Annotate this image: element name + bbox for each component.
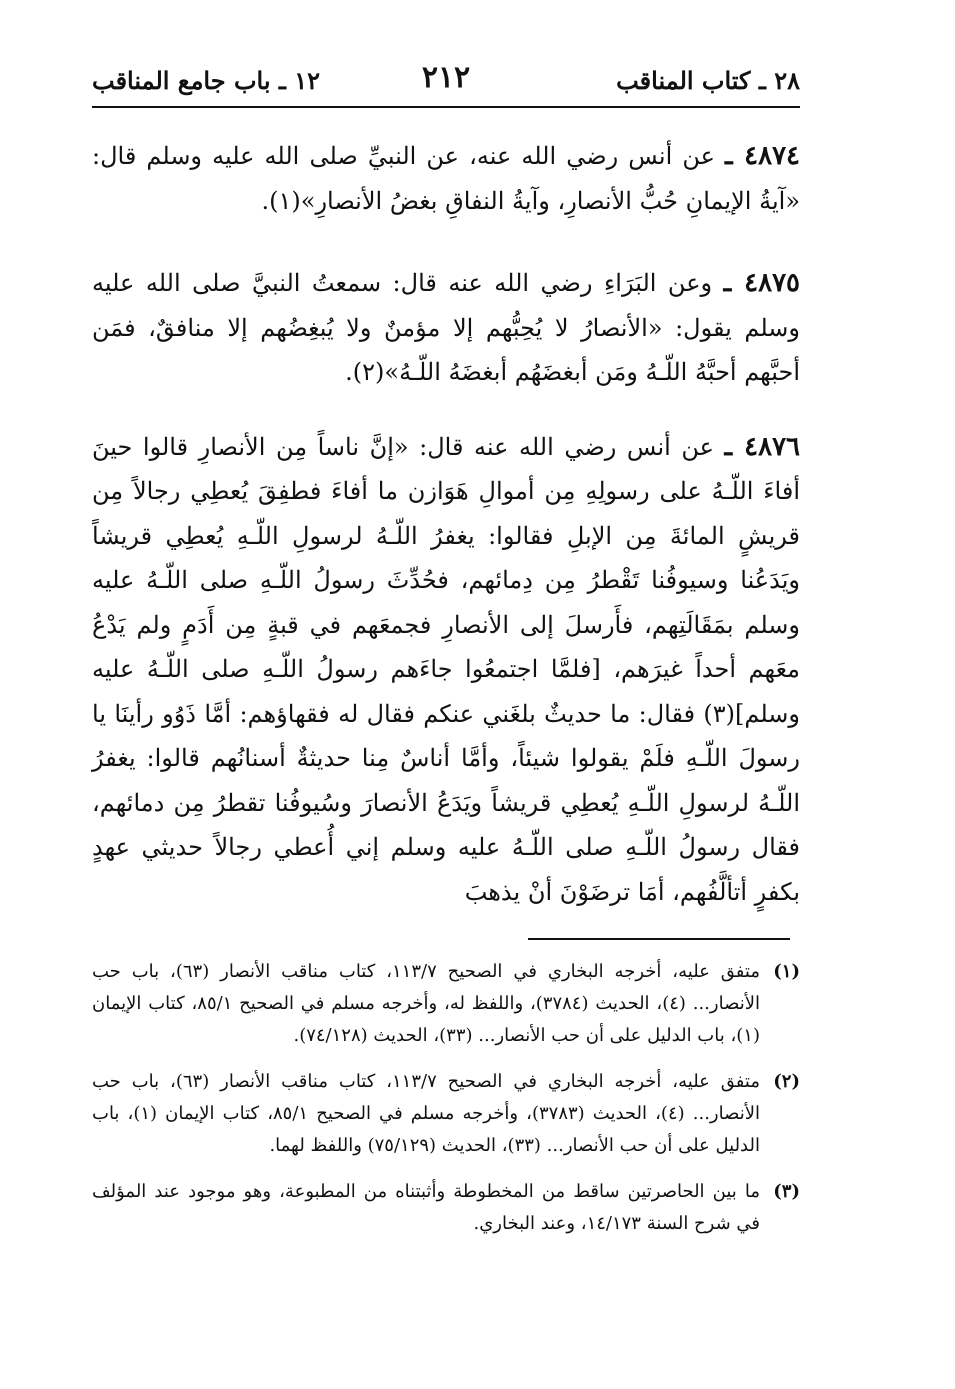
main-text [92,134,800,952]
chapter-title: ٢٨ ـ كتاب المناقب [616,66,800,95]
footnote-1 [92,956,800,1052]
footnote-marker: (٢) [773,1071,800,1092]
hadith-4874 [92,134,800,223]
header-divider [92,106,800,108]
footnote-2 [92,1066,800,1162]
hadith-4876 [92,425,800,915]
hadith-text: وعن البَرَاءِ رضي الله عنه قال: سمعتُ النبيَّ صلى الله عليه وسلم يقول: «الأنصارُ لا يُحِبُّهم إلا مؤمنٌ ولا يُبغِضُهم إلا منافقٌ، فمَن أحبَّهم أحبَّهُ اللّـهُ ومَن أبغضَهُم أبغضَهُ اللّـهُ»(٢). [92,269,800,386]
footnotes [92,956,800,1254]
footnote-3 [92,1176,800,1240]
page-number: ٢١٢ [421,60,471,95]
footnote-marker: (٣) [773,1181,800,1202]
hadith-text: عن أنس رضي الله عنه قال: «إنَّ ناساً مِن الأنصارِ قالوا حينَ أفاءَ اللّـهُ على رسولِهِ مِن أموالِ هَوَازن ما أفاءَ فطفِقَ يُعطِي رجالاً مِن قريشٍ المائةَ مِن الإبلِ فقالوا: يغفرُ اللّـهُ لرسولِ اللّـهِ يُعطِي قريشاً ويَدَعُنا وسيوفُنا تَقْطرُ مِن دِمائهم، فحُدِّثَ رسولُ اللّـهِ صلى اللّـهُ عليه وسلم بمَقَالَتِهم، فأَرسلَ إلى الأنصارِ فجمعَهم في قبةٍ مِن أَدَمٍ ولم يَدْعُ معَهم أحداً غيرَهم، [فلمَّا اجتمعُوا جاءَهم رسولُ اللّـهِ صلى اللّـهُ عليه وسلم](٣) فقال: ما حديثٌ بلغَني عنكم فقال له فقهاؤهم: أمَّا ذَوُو رأينَا يا رسولَ اللّـهِ فلَمْ يقولوا شيئاً، وأمَّا أناسٌ مِنا حديثةٌ أسنانُهم قالوا: يغفرُ اللّـهُ لرسولِ اللّـهِ يُعطِي قريشاً ويَدَعُ الأنصارَ وسُيوفُنا تقطرُ مِن دمائهم، فقال رسولُ اللّـهِ صلى اللّـهُ عليه وسلم إني أُعطي رجالاً حديثي عهدٍ بكفرٍ أتألَّفُهم، أمَا ترضَوْنَ أنْ يذهبَ [92,432,800,906]
hadith-number: ٤٨٧٦ ـ [724,431,800,462]
hadith-number: ٤٨٧٥ ـ [723,268,800,298]
hadith-4875 [92,261,800,395]
running-header [92,62,800,102]
footnote-text: ما بين الحاصرتين ساقط من المخطوطة وأثبتناه من المطبوعة، وهو موجود عند المؤلف في شرح السنة ١٤/١٧٣، وعند البخاري. [92,1181,760,1234]
footnote-marker: (١) [773,961,800,982]
hadith-number: ٤٨٧٤ ـ [725,141,801,171]
section-title: ١٢ ـ باب جامع المناقب [92,66,321,95]
footnote-divider [528,938,790,940]
footnote-text: متفق عليه، أخرجه البخاري في الصحيح ١١٣/٧، كتاب مناقب الأنصار (٦٣)، باب حب الأنصار... (٤)، الحديث (٣٧٨٤)، واللفظ له، وأخرجه مسلم في الصحيح ٨٥/١، كتاب الإيمان (١)، باب الدليل على أن حب الأنصار... (٣٣)، الحديث (٧٤/١٢٨). [92,961,760,1046]
footnote-text: متفق عليه، أخرجه البخاري في الصحيح ١١٣/٧، كتاب مناقب الأنصار (٦٣)، باب حب الأنصار... (٤)، الحديث (٣٧٨٣)، وأخرجه مسلم في الصحيح ٨٥/١، كتاب الإيمان (١)، باب الدليل على أن حب الأنصار... (٣٣)، الحديث (٧٥/١٢٩) واللفظ لهما. [92,1071,760,1156]
hadith-text: عن أنس رضي الله عنه، عن النبيِّ صلى الله عليه وسلم قال: «آيةُ الإيمانِ حُبُّ الأنصارِ، وآيةُ النفاقِ بغضُ الأنصارِ»(١). [92,142,800,215]
